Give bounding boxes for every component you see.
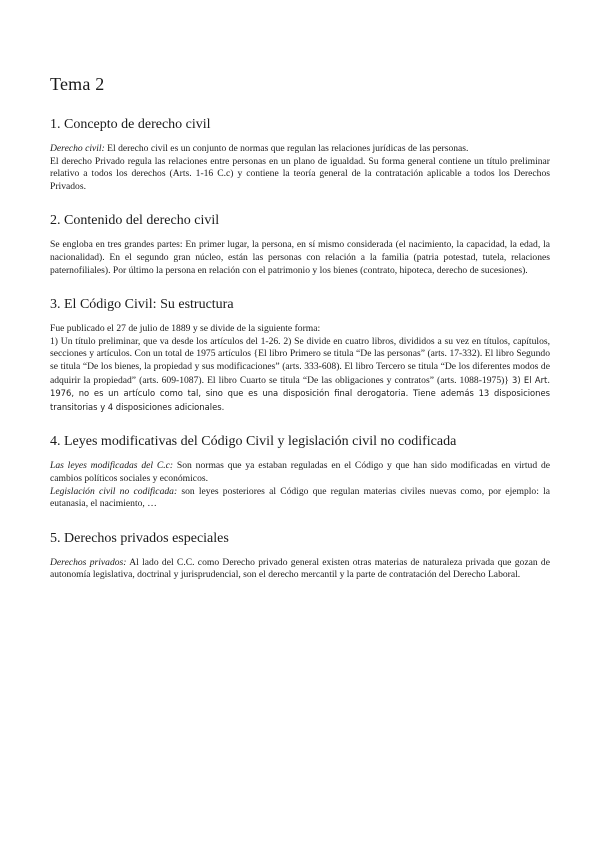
paragraph bbox=[50, 557, 550, 582]
paragraph-text: 1) Un título preliminar, que va desde los artículos del 1-26. 2) Se divide en cuatro libros, divididos a su vez en títulos, capítulos, secciones y artículos. Con un total de 1975 artículos {El libro Primero se titula “De las personas” (arts. 17-332). El libro Segundo se titula “De los bienes, la propiedad y sus modificaciones” (arts. 333-608). El libro Tercero se titula “De los diferentes modos de adquirir la propiedad” (arts. 609-1087). El libro Cuarto se titula “De las obligaciones y contratos” (arts. 1088-1975)} bbox=[50, 335, 550, 386]
term: Legislación civil no codificada: bbox=[50, 485, 178, 497]
paragraph bbox=[50, 336, 550, 415]
paragraph: El derecho Privado regula las relaciones entre personas en un plano de igualdad. Su forma general contiene un título preliminar relativo a todos los derechos (Arts. 1-16 C.c) y contiene la teoría general de la contratación aplicable a todos los Derechos Privados. bbox=[50, 155, 550, 192]
paragraph: Se engloba en tres grandes partes: En primer lugar, la persona, en sí mismo considerada (el nacimiento, la capacidad, la edad, la nacionalidad). En el segundo gran núcleo, están las personas con relación a la familia (patria potestad, tutela, relaciones paternofiliales). Por último la persona en relación con el patrimonio y los bienes (contrato, hipoteca, derecho de sucesiones). bbox=[50, 239, 550, 276]
section-contenido bbox=[50, 213, 550, 277]
paragraph-text: El derecho civil es un conjunto de normas que regulan las relaciones jurídicas de las personas. bbox=[104, 143, 469, 154]
term: Las leyes modificadas del C.c: bbox=[50, 460, 174, 472]
paragraph: Fue publicado el 27 de julio de 1889 y se divide de la siguiente forma: bbox=[50, 323, 321, 335]
section-concepto bbox=[50, 117, 550, 193]
paragraph bbox=[50, 460, 550, 485]
term: Derechos privados: bbox=[50, 556, 127, 568]
paragraph-text-sans: 3) El Art. 1976, no es un artículo como tal, sino que es una disposición final derogatoria. Tiene además 13 disposiciones transitorias y 4 disposiciones adicionales. bbox=[50, 374, 550, 412]
section-leyes-modificativas bbox=[50, 434, 550, 510]
paragraph bbox=[50, 486, 550, 511]
section-heading: 5. Derechos privados especiales bbox=[50, 530, 229, 546]
section-heading: 4. Leyes modificativas del Código Civil y legislación civil no codificada bbox=[50, 434, 457, 450]
section-heading: 3. El Código Civil: Su estructura bbox=[50, 297, 234, 313]
section-derechos-privados bbox=[50, 531, 550, 582]
term: Derecho civil: bbox=[50, 143, 105, 154]
paragraph bbox=[50, 143, 550, 156]
page-title: Tema 2 bbox=[50, 74, 105, 94]
paragraph-text: Al lado del C.C. como Derecho privado general existen otras materias de naturaleza privada que gozan de autonomía legislativa, doctrinal y jurisprudencial, son el derecho mercantil y la parte de contratación del Derecho Laboral. bbox=[50, 556, 550, 581]
section-heading: 1. Concepto de derecho civil bbox=[50, 117, 211, 132]
paragraph-text: Son normas que ya estaban reguladas en el Código y que han sido modificadas en virtud de cambios políticos sociales y económicos. bbox=[50, 460, 550, 484]
section-codigo-civil bbox=[50, 297, 550, 414]
section-heading: 2. Contenido del derecho civil bbox=[50, 213, 220, 229]
paragraph-text: son leyes posteriores al Código que regulan materias civiles nuevas como, por ejemplo: la eutanasia, el nacimiento, … bbox=[50, 485, 550, 510]
